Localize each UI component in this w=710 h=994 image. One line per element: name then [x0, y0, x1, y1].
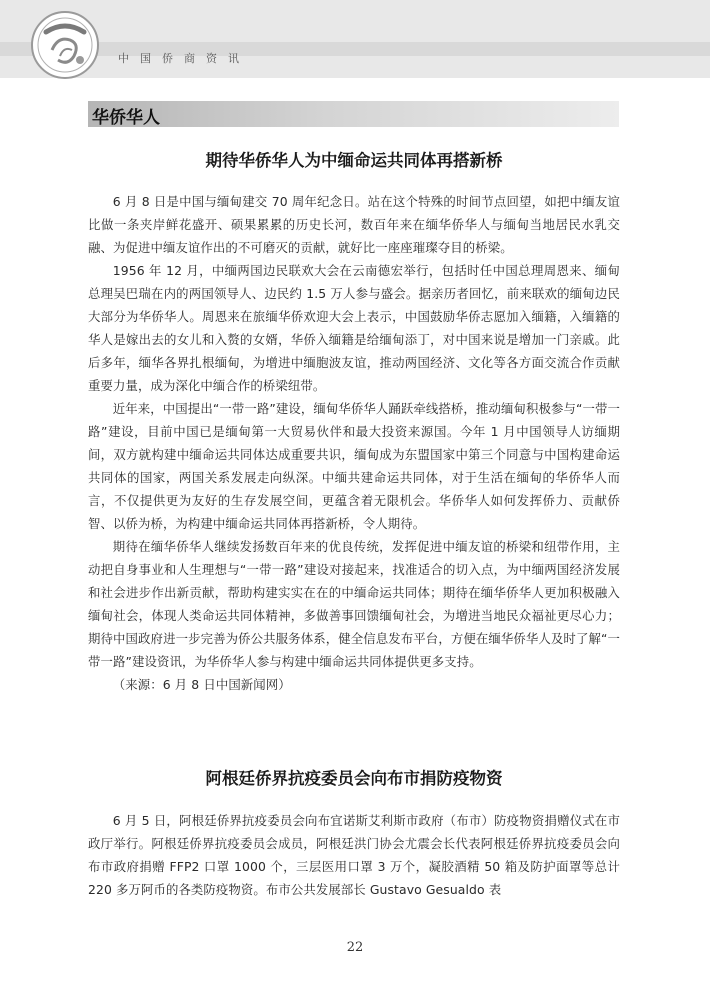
article-title: 阿根廷侨界抗疫委员会向布市捐防疫物资 — [205, 769, 503, 788]
header-strip — [0, 42, 710, 56]
article-argentina — [88, 766, 620, 901]
article-paragraph: 6 月 8 日是中国与缅甸建交 70 周年纪念日。站在这个特殊的时间节点回望，如把中缅友谊比做一条夹岸鲜花盛开、硕果累累的历史长河，数百年来在缅华侨华人与缅甸当地居民水乳交融、为促进中缅友谊作出的不可磨灭的贡献，就好比一座座璀璨夺目的桥梁。 — [88, 194, 620, 255]
page-number: 22 — [346, 940, 364, 955]
article-paragraph: 近年来，中国提出“一带一路”建设，缅甸华侨华人踊跃牵线搭桥，推动缅甸积极参与“一带一路”建设，目前中国已是缅甸第一大贸易伙伴和最大投资来源国。今年 1 月中国领导人访缅期间，双方就构建中缅命运共同体达成重要共识，缅甸成为东盟国家中第三个同意与中国构建命运共同体的国家，两国关系发展走向纵深。中缅共建命运共同体，对于生活在缅甸的华侨华人而言，不仅提供更为友好的生存发展空间，更蕴含着无限机会。华侨华人如何发挥侨力、贡献侨智、以侨为桥，为构建中缅命运共同体再搭新桥，令人期待。 — [88, 401, 620, 531]
article-source: （来源：6 月 8 日中国新闻网） — [112, 677, 291, 692]
federation-logo-icon — [30, 10, 100, 80]
article-paragraph: 6 月 5 日，阿根廷侨界抗疫委员会向布宜诺斯艾利斯市政府（布市）防疫物资捐赠仪式在市政厅举行。阿根廷侨界抗疫委员会成员，阿根廷洪门协会尤震会长代表阿根廷侨界抗疫委员会向布市政府捐赠 FFP2 口罩 1000 个，三层医用口罩 3 万个，凝胶酒精 50 箱及防护面罩等总计 220 多万阿币的各类防疫物资。布市公共发展部长 Gustavo Gesualdo 表 — [88, 813, 620, 897]
article-paragraph: 期待在缅华侨华人继续发扬数百年来的优良传统，发挥促进中缅友谊的桥梁和纽带作用，主动把自身事业和人生理想与“一带一路”建设对接起来，找准适合的切入点，为中缅两国经济发展和社会进步作出新贡献，帮助构建实实在在的中缅命运共同体；期待在缅华侨华人更加积极融入缅甸社会，体现人类命运共同体精神，多做善事回馈缅甸社会，为增进当地民众福祉更尽心力；期待中国政府进一步完善为侨公共服务体系，健全信息发布平台，方便在缅华侨华人及时了解“一带一路”建设资讯，为华侨华人参与构建中缅命运共同体提供更多支持。 — [88, 539, 620, 669]
article-paragraph: 1956 年 12 月，中缅两国边民联欢大会在云南德宏举行，包括时任中国总理周恩来、缅甸总理吴巴瑞在内的两国领导人、边民约 1.5 万人参与盛会。据亲历者回忆，前来联欢的缅甸边民大部分为华侨华人。周恩来在旅缅华侨欢迎大会上表示，中国鼓励华侨志愿加入缅籍，入缅籍的华人是嫁出去的女儿和入赘的女婿，华侨入缅籍是给缅甸添丁，对中国来说是增加一门亲戚。此后多年，缅华各界扎根缅甸，为增进中缅胞波友谊，推动两国经济、文化等各方面交流合作贡献重要力量，成为深化中缅合作的桥梁纽带。 — [88, 263, 620, 393]
magazine-name: 中国侨商资讯 — [118, 52, 250, 65]
section-header — [88, 101, 619, 127]
article-myanmar — [88, 148, 620, 696]
section-title: 华侨华人 — [92, 108, 160, 128]
article-title: 期待华侨华人为中缅命运共同体再搭新桥 — [205, 151, 503, 170]
header-band — [0, 0, 710, 78]
